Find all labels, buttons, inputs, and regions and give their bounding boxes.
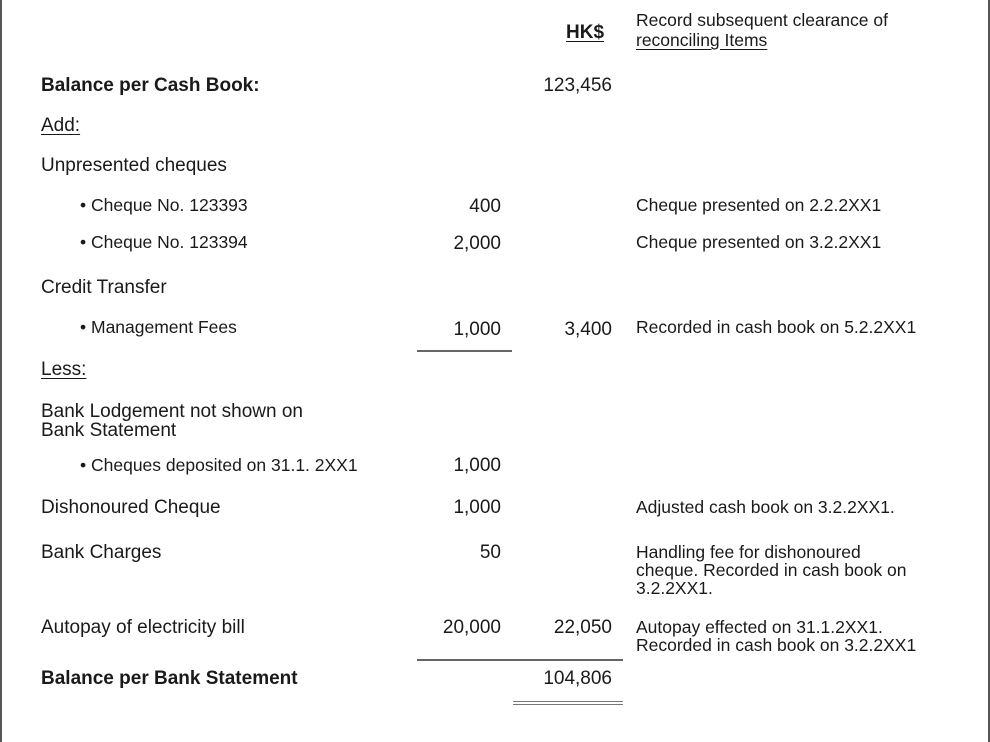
cheque-123393-label: • Cheque No. 123393 bbox=[80, 195, 248, 215]
autopay-amount: 20,000 bbox=[442, 617, 501, 638]
autopay-note-line2: Recorded in cash book on 3.2.2XX1 bbox=[636, 635, 917, 655]
add-subtotal-rule bbox=[417, 350, 512, 352]
bank-charges-amount: 50 bbox=[479, 542, 501, 563]
dishonoured-cheque-note: Adjusted cash book on 3.2.2XX1. bbox=[636, 497, 895, 517]
balance-bank-statement-label: Balance per Bank Statement bbox=[41, 668, 298, 689]
dishonoured-cheque-amount: 1,000 bbox=[453, 497, 501, 518]
less-heading: Less: bbox=[41, 359, 87, 380]
dishonoured-cheque-label: Dishonoured Cheque bbox=[41, 497, 221, 518]
cheque-123393-amount: 400 bbox=[469, 196, 501, 217]
less-subtotal-rule bbox=[417, 659, 623, 661]
lodgement-label-line1: Bank Lodgement not shown on bbox=[41, 401, 303, 422]
cheque-123393-note: Cheque presented on 2.2.2XX1 bbox=[636, 195, 882, 215]
add-subtotal: 3,400 bbox=[564, 319, 612, 340]
cheque-123394-amount: 2,000 bbox=[453, 233, 501, 254]
bank-charges-note-line3: 3.2.2XX1. bbox=[636, 578, 713, 598]
balance-bank-statement-total: 104,806 bbox=[543, 668, 612, 689]
bank-charges-note-line2: cheque. Recorded in cash book on bbox=[636, 560, 907, 580]
management-fees-amount: 1,000 bbox=[453, 319, 501, 340]
lodgement-label-line2: Bank Statement bbox=[41, 420, 177, 441]
cheque-123394-note: Cheque presented on 3.2.2XX1 bbox=[636, 232, 882, 252]
cheques-deposited-amount: 1,000 bbox=[453, 455, 501, 476]
management-fees-note: Recorded in cash book on 5.2.2XX1 bbox=[636, 317, 917, 337]
cheque-123394-label: • Cheque No. 123394 bbox=[80, 232, 248, 252]
bank-charges-label: Bank Charges bbox=[41, 542, 162, 563]
cheques-deposited-label: • Cheques deposited on 31.1. 2XX1 bbox=[80, 455, 358, 475]
bank-charges-note-line1: Handling fee for dishonoured bbox=[636, 542, 861, 562]
notes-heading-line1: Record subsequent clearance of bbox=[636, 10, 888, 30]
management-fees-label: • Management Fees bbox=[80, 317, 237, 337]
balance-cash-book-total: 123,456 bbox=[543, 75, 612, 96]
notes-heading-line2: reconciling Items bbox=[636, 30, 768, 50]
less-subtotal: 22,050 bbox=[553, 617, 612, 638]
currency-heading: HK$ bbox=[566, 22, 605, 43]
autopay-note-line1: Autopay effected on 31.1.2XX1. bbox=[636, 617, 883, 637]
final-double-rule bbox=[513, 701, 623, 705]
credit-transfer-label: Credit Transfer bbox=[41, 277, 167, 298]
unpresented-cheques-label: Unpresented cheques bbox=[41, 155, 227, 176]
add-heading: Add: bbox=[41, 115, 81, 136]
balance-cash-book-label: Balance per Cash Book: bbox=[41, 75, 260, 96]
autopay-label: Autopay of electricity bill bbox=[41, 617, 245, 638]
